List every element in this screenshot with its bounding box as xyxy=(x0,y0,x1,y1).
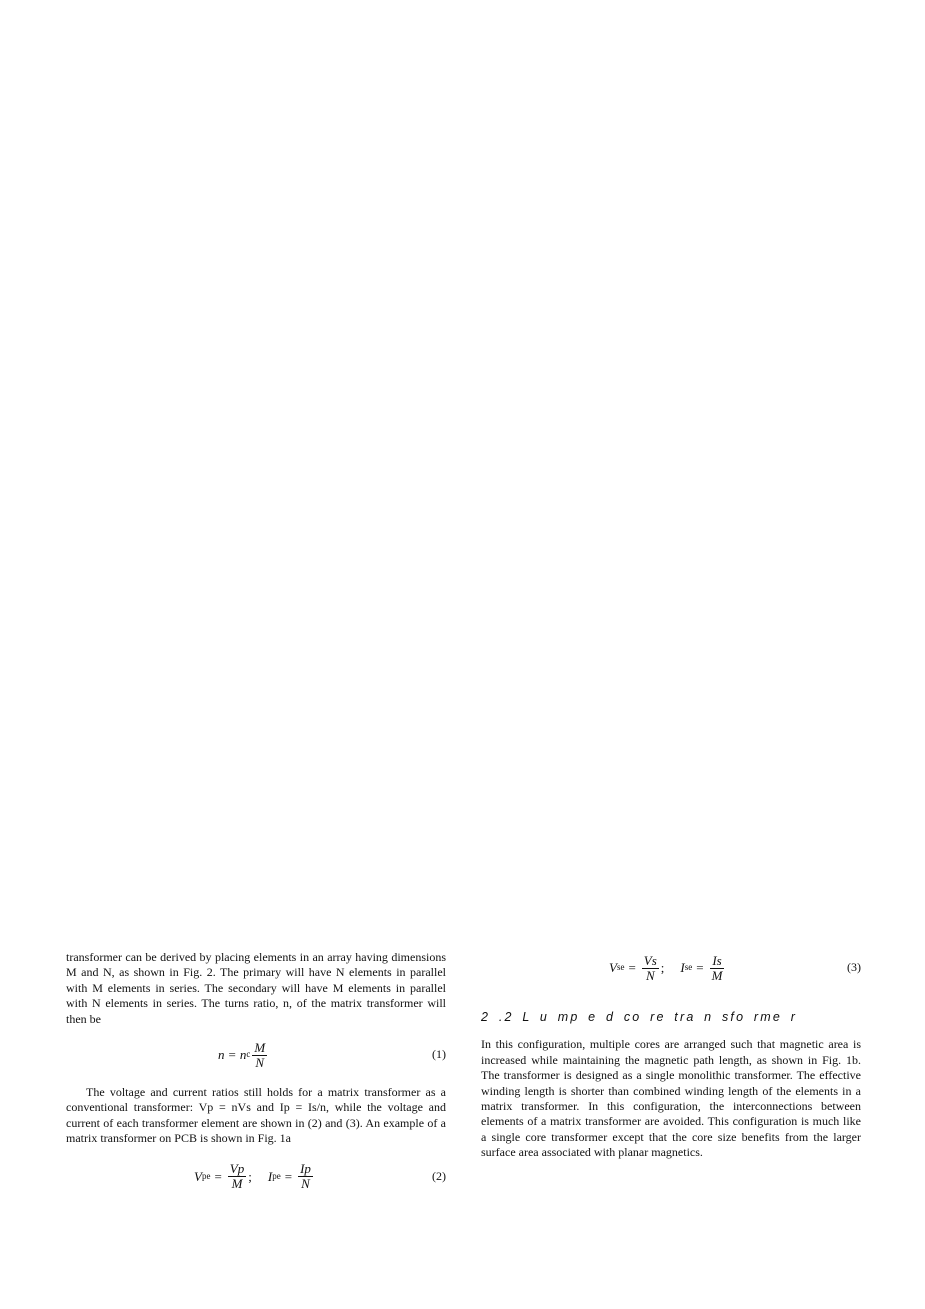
eq2-i: I xyxy=(267,1168,273,1184)
eq2-i-denominator: N xyxy=(301,1176,310,1192)
equation-1-body xyxy=(218,1037,269,1073)
eq1-coef-sub: c xyxy=(246,1049,251,1060)
eq2-i-sub: pe xyxy=(272,1170,281,1181)
equation-1 xyxy=(66,1037,446,1075)
eq3-i-denominator: M xyxy=(711,967,723,983)
paragraph-matrix-derivation: transformer can be derived by placing elements in an array having dimensions M and N, as shown in Fig. 2. The primary will have N elements in parallel with M elements in series. The secondary will have M elements in parallel with N elements in series. The turns ratio, n, of the matrix transformer will then be xyxy=(66,950,446,1026)
equation-3 xyxy=(481,950,861,988)
paragraph-voltage-current-ratios: The voltage and current ratios still holds for a matrix transformer as a conventional transformer: Vp = nVs and Ip = Is/n, while the voltage and current of each transformer element are shown in (2) and (3). An example of a matrix transformer on PCB is shown in Fig. 1a xyxy=(66,1085,446,1146)
eq2-v-denominator: M xyxy=(231,1176,243,1192)
equation-2-body: V pe = $\frac{Vp}{M}$ ; I pe = $\frac{Ip}{N}$ xyxy=(194,1161,311,1192)
eq3-equals-1: = xyxy=(628,960,636,976)
equation-2 xyxy=(66,1159,446,1197)
eq2-fraction-i xyxy=(298,1162,313,1191)
eq1-numerator: M xyxy=(254,1039,266,1055)
eq1-coef: n xyxy=(239,1047,247,1063)
right-column xyxy=(481,950,861,1161)
left-column xyxy=(66,950,446,1207)
equation-2-number: (2) xyxy=(432,1168,446,1183)
eq3-v-denominator: N xyxy=(645,967,655,983)
eq3-equals-2: = xyxy=(696,960,704,976)
eq1-lhs: n xyxy=(218,1047,225,1063)
equation-3-number: (3) xyxy=(847,960,861,974)
eq3-i: I xyxy=(680,960,685,976)
equation-1-number: (1) xyxy=(432,1047,446,1062)
eq2-v-numerator: Vp xyxy=(229,1161,245,1177)
eq3-v-numerator: Vs xyxy=(643,952,657,968)
eq2-v: V xyxy=(194,1168,202,1184)
eq1-fraction xyxy=(252,1041,267,1070)
eq3-i-numerator: Is xyxy=(712,952,722,968)
eq2-i-numerator: Ip xyxy=(300,1161,311,1177)
eq2-fraction-v xyxy=(228,1162,246,1191)
eq1-equals: = xyxy=(228,1047,236,1063)
eq3-v: V xyxy=(609,960,617,976)
eq2-v-sub: pe xyxy=(201,1170,211,1181)
equation-3-body: V se = $\frac{Vs}{N}$ ; I se = $\frac{Is}{M}$ xyxy=(609,952,723,983)
eq3-fraction-i xyxy=(710,954,725,983)
eq1-denominator: N xyxy=(255,1054,265,1070)
eq3-fraction-v xyxy=(642,954,659,983)
paragraph-lumped-core: In this configuration, multiple cores are arranged such that magnetic area is increased while maintaining the magnetic path length, as shown in Fig. 1b. The transformer is designed as a single monolithic transformer. The effective winding length is shorter than combined winding length of the elements in a matrix transformer. In this configuration, the interconnections between elements of a matrix transformer are avoided. This configuration is much like a single core transformer except that the core size benefits from the larger surface area associated with planar magnetics. xyxy=(481,1037,861,1160)
section-heading: 2 .2 L u mp e d co re tra n sfo rme r xyxy=(481,1010,798,1024)
eq2-equals-2: = xyxy=(284,1168,293,1184)
eq3-v-sub: se xyxy=(616,962,625,973)
eq2-equals-1: = xyxy=(214,1168,222,1184)
eq3-i-sub: se xyxy=(684,962,693,973)
